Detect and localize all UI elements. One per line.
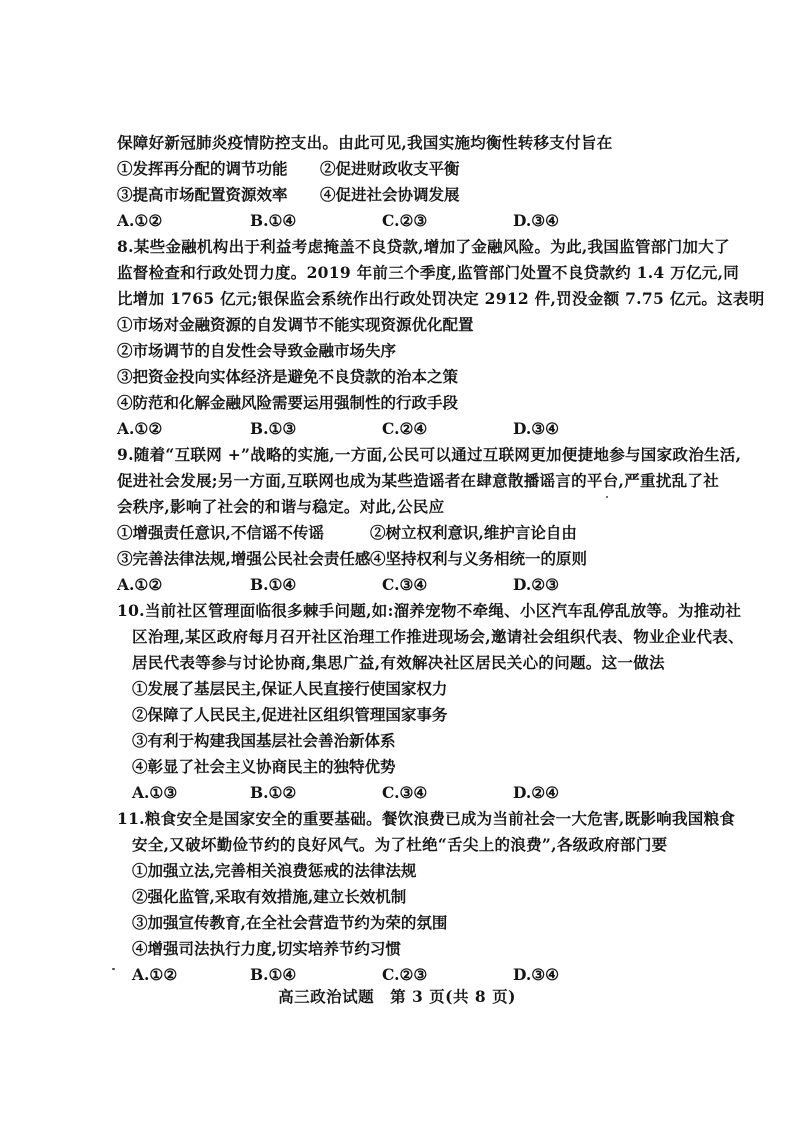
page-footer: 高三政治试题 第 3 页(共 8 页) bbox=[278, 987, 516, 1006]
q11-stem-line-1: 11.粮食安全是国家安全的重要基础。餐饮浪费已成为当前社会一大危害,既影响我国粮食 bbox=[117, 809, 736, 828]
q9-option-1: ①增强责任意识,不信谣不传谣 bbox=[117, 523, 324, 542]
q11-choice-d: D.③④ bbox=[513, 965, 560, 984]
q9-choice-d: D.②③ bbox=[513, 575, 560, 594]
q7-choice-d: D.③④ bbox=[513, 211, 560, 230]
q8-stem-line-1: 8.某些金融机构出于利益考虑掩盖不良贷款,增加了金融风险。为此,我国监管部门加大了 bbox=[117, 237, 730, 256]
q10-choice-b: B.①② bbox=[250, 783, 297, 802]
q8-option-1: ①市场对金融资源的自发调节不能实现资源优化配置 bbox=[117, 315, 474, 334]
q7-stem-line: 保障好新冠肺炎疫情防控支出。由此可见,我国实施均衡性转移支付旨在 bbox=[117, 133, 613, 152]
q8-choice-a: A.①② bbox=[117, 419, 163, 438]
q9-stem-line-3: 会秩序,影响了社会的和谐与稳定。对此,公民应 bbox=[117, 497, 445, 516]
q11-stem-line-2: 安全,又破坏勤俭节约的良好风气。为了杜绝“舌尖上的浪费”,各级政府部门要 bbox=[132, 835, 668, 854]
q10-choice-a: A.①③ bbox=[132, 783, 178, 802]
q10-option-3: ③有利于构建我国基层社会善治新体系 bbox=[132, 731, 396, 750]
q7-choice-b: B.①④ bbox=[250, 211, 297, 230]
q7-choice-c: C.②③ bbox=[382, 211, 428, 230]
scan-speck bbox=[112, 968, 115, 970]
q9-option-4: ④坚持权利与义务相统一的原则 bbox=[370, 549, 588, 568]
q10-stem-line-3: 居民代表等参与讨论协商,集思广益,有效解决社区居民关心的问题。这一做法 bbox=[132, 653, 665, 672]
q8-stem-line-2: 监督检查和行政处罚力度。2019 年前三个季度,监管部门处置不良贷款约 1.4 万亿元,同 bbox=[117, 263, 740, 282]
q9-choice-c: C.③④ bbox=[382, 575, 428, 594]
q9-option-2: ②树立权利意识,维护言论自由 bbox=[370, 523, 577, 542]
q9-stem-line-1: 9.随着“互联网 +”战略的实施,一方面,公民可以通过互联网更加便捷地参与国家政治生活, bbox=[117, 445, 742, 464]
q10-stem-line-1: 10.当前社区管理面临很多棘手问题,如:溜养宠物不牵绳、小区汽车乱停乱放等。为推动社 bbox=[117, 601, 742, 620]
q11-option-1: ①加强立法,完善相关浪费惩戒的法律法规 bbox=[132, 861, 417, 880]
q8-stem-line-3: 比增加 1765 亿元;银保监会系统作出行政处罚决定 2912 件,罚没金额 7.75 亿元。这表明 bbox=[117, 289, 765, 308]
q10-stem-line-2: 区治理,某区政府每月召开社区治理工作推进现场会,邀请社会组织代表、物业企业代表、 bbox=[132, 627, 744, 646]
q11-option-4: ④增强司法执行力度,切实培养节约习惯 bbox=[132, 939, 401, 958]
q8-option-2: ②市场调节的自发性会导致金融市场失序 bbox=[117, 341, 397, 360]
q10-option-1: ①发展了基层民主,保证人民直接行使国家权力 bbox=[132, 679, 448, 698]
q7-option-4: ④促进社会协调发展 bbox=[320, 185, 460, 204]
q8-option-4: ④防范和化解金融风险需要运用强制性的行政手段 bbox=[117, 393, 459, 412]
q7-option-3: ③提高市场配置资源效率 bbox=[117, 185, 288, 204]
q10-option-2: ②保障了人民民主,促进社区组织管理国家事务 bbox=[132, 705, 448, 724]
q9-choice-a: A.①② bbox=[117, 575, 163, 594]
q9-stem-line-2: 促进社会发展;另一方面,互联网也成为某些造谣者在肆意散播谣言的平台,严重扰乱了社 bbox=[117, 471, 720, 490]
scan-speck bbox=[606, 496, 608, 498]
q8-choice-c: C.②④ bbox=[382, 419, 428, 438]
q10-choice-d: D.②④ bbox=[513, 783, 560, 802]
q10-choice-c: C.③④ bbox=[382, 783, 428, 802]
q8-choice-d: D.③④ bbox=[513, 419, 560, 438]
q11-choice-b: B.①④ bbox=[250, 965, 297, 984]
q7-choice-a: A.①② bbox=[117, 211, 163, 230]
q7-option-2: ②促进财政收支平衡 bbox=[320, 159, 460, 178]
q11-option-3: ③加强宣传教育,在全社会营造节约为荣的氛围 bbox=[132, 913, 448, 932]
q11-option-2: ②强化监管,采取有效措施,建立长效机制 bbox=[132, 887, 407, 906]
q9-choice-b: B.①④ bbox=[250, 575, 297, 594]
q11-choice-c: C.②③ bbox=[382, 965, 428, 984]
q11-choice-a: A.①② bbox=[132, 965, 178, 984]
q8-choice-b: B.①③ bbox=[250, 419, 297, 438]
q8-option-3: ③把资金投向实体经济是避免不良贷款的治本之策 bbox=[117, 367, 459, 386]
q10-option-4: ④彰显了社会主义协商民主的独特优势 bbox=[132, 757, 396, 776]
q9-option-3: ③完善法律法规,增强公民社会责任感 bbox=[117, 549, 371, 568]
q7-option-1: ①发挥再分配的调节功能 bbox=[117, 159, 288, 178]
